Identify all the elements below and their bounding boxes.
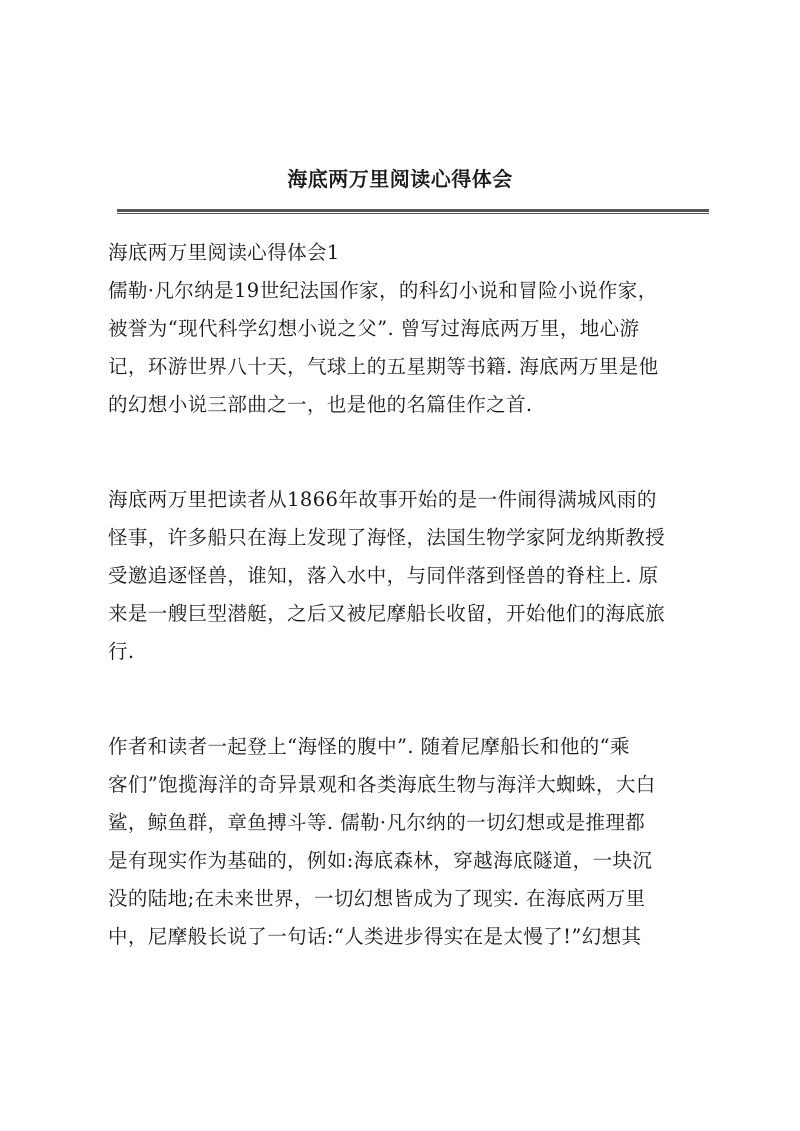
paragraph-line: 怪事，许多船只在海上发现了海怪，法国生物学家阿龙纳斯教授 — [108, 526, 666, 549]
paragraph-line: 中，尼摩般长说了一句话:“人类进步得实在是太慢了!”幻想其 — [108, 925, 642, 948]
document-title: 海底两万里阅读心得体会 — [287, 167, 513, 191]
paragraph-line: 来是一艘巨型潜艇，之后又被尼摩船长收留，开始他们的海底旅 — [108, 602, 666, 625]
paragraph-line: 受邀追逐怪兽，谁知，落入水中，与同伴落到怪兽的脊柱上. 原 — [108, 564, 659, 587]
paragraph-line: 被誉为“现代科学幻想小说之父”. 曾写过海底两万里，地心游 — [108, 317, 640, 340]
section-heading: 海底两万里阅读心得体会1 — [108, 241, 340, 264]
paragraph-line: 儒勒·凡尔纳是19世纪法国作家，的科幻小说和冒险小说作家， — [108, 279, 658, 302]
paragraph-line: 客们”饱揽海洋的奇异景观和各类海底生物与海洋大蜘蛛，大白 — [108, 773, 656, 796]
paragraph-line: 行. — [108, 640, 135, 663]
title-divider — [117, 209, 709, 214]
paragraph-line: 是有现实作为基础的，例如:海底森林，穿越海底隧道，一块沉 — [108, 849, 653, 872]
paragraph-line: 鲨，鲸鱼群，章鱼搏斗等. 儒勒·凡尔纳的一切幻想或是推理都 — [108, 811, 646, 834]
paragraph-line: 没的陆地;在未来世界，一切幻想皆成为了现实. 在海底两万里 — [108, 887, 646, 910]
paragraph-line: 记，环游世界八十天，气球上的五星期等书籍. 海底两万里是他 — [108, 355, 659, 378]
paragraph-line: 作者和读者一起登上“海怪的腹中”. 随着尼摩船长和他的“乘 — [108, 735, 630, 758]
paragraph-line: 的幻想小说三部曲之一，也是他的名篇佳作之首. — [108, 393, 533, 416]
paragraph-line: 海底两万里把读者从1866年故事开始的是一件闹得满城风雨的 — [108, 488, 657, 511]
